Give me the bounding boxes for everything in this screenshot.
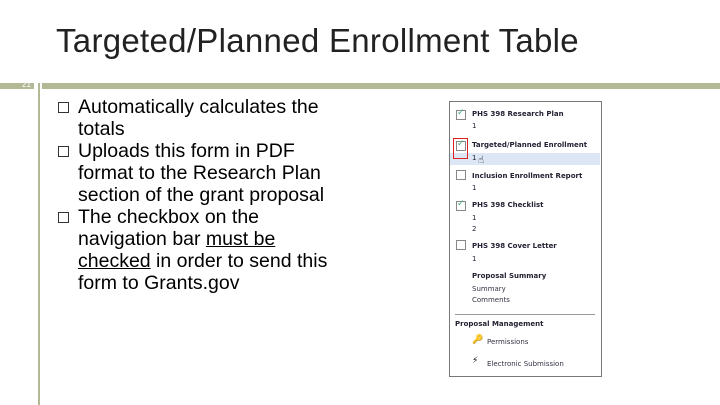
bullet-box-icon bbox=[58, 146, 69, 157]
slide-number: 21 bbox=[22, 80, 31, 89]
nav-item-inclusion-report[interactable]: Inclusion Enrollment Report bbox=[472, 172, 583, 180]
bullet-item bbox=[58, 96, 348, 140]
checkbox-inclusion-report[interactable] bbox=[456, 170, 466, 180]
nav-link-summary[interactable]: Summary bbox=[472, 285, 506, 293]
nav-item-number[interactable]: 2 bbox=[472, 225, 477, 233]
nav-item-number[interactable]: 1 bbox=[472, 184, 477, 192]
bullet-text: Automatically calculates the totals bbox=[78, 96, 319, 140]
nav-link-comments[interactable]: Comments bbox=[472, 296, 510, 304]
key-icon: 🔑 bbox=[472, 335, 484, 345]
nav-item-targeted-enrollment[interactable]: Targeted/Planned Enrollment bbox=[472, 141, 588, 149]
navigation-screenshot bbox=[449, 101, 602, 377]
lightning-icon: ⚡ bbox=[472, 356, 479, 366]
checkbox-highlight-box bbox=[453, 138, 468, 159]
slide-title: Targeted/Planned Enrollment Table bbox=[56, 22, 579, 59]
bullet-underlined-text: must be checked bbox=[78, 228, 276, 272]
nav-link-electronic-submission[interactable]: Electronic Submission bbox=[487, 360, 564, 368]
section-proposal-management: Proposal Management bbox=[455, 320, 544, 328]
nav-item-cover-letter[interactable]: PHS 398 Cover Letter bbox=[472, 242, 557, 250]
section-divider bbox=[455, 314, 595, 315]
nav-item-number[interactable]: 1 bbox=[472, 255, 477, 263]
bullet-item bbox=[58, 140, 348, 206]
bullet-text: Uploads this form in PDF format to the Research Plan section of the grant proposal bbox=[78, 140, 325, 206]
nav-item-number[interactable]: 1 bbox=[472, 154, 477, 162]
bullet-list bbox=[58, 96, 348, 294]
left-vertical-rule bbox=[38, 83, 40, 405]
checkbox-checklist[interactable] bbox=[456, 201, 466, 211]
nav-link-permissions[interactable]: Permissions bbox=[487, 338, 529, 346]
header-rule bbox=[42, 83, 720, 89]
bullet-text: in order to send this form to Grants.gov bbox=[78, 250, 328, 294]
checkbox-research-plan[interactable] bbox=[456, 110, 466, 120]
nav-item-number[interactable]: 1 bbox=[472, 214, 477, 222]
nav-item-research-plan[interactable]: PHS 398 Research Plan bbox=[472, 110, 564, 118]
bullet-item bbox=[58, 206, 348, 294]
bullet-box-icon bbox=[58, 212, 69, 223]
nav-item-number[interactable]: 1 bbox=[472, 122, 477, 130]
nav-item-checklist[interactable]: PHS 398 Checklist bbox=[472, 201, 544, 209]
hand-cursor-icon: ☝ bbox=[478, 155, 485, 166]
section-proposal-summary: Proposal Summary bbox=[472, 272, 547, 280]
bullet-text: The checkbox on the navigation bar bbox=[78, 206, 260, 250]
checkbox-cover-letter[interactable] bbox=[456, 240, 466, 250]
bullet-box-icon bbox=[58, 102, 69, 113]
